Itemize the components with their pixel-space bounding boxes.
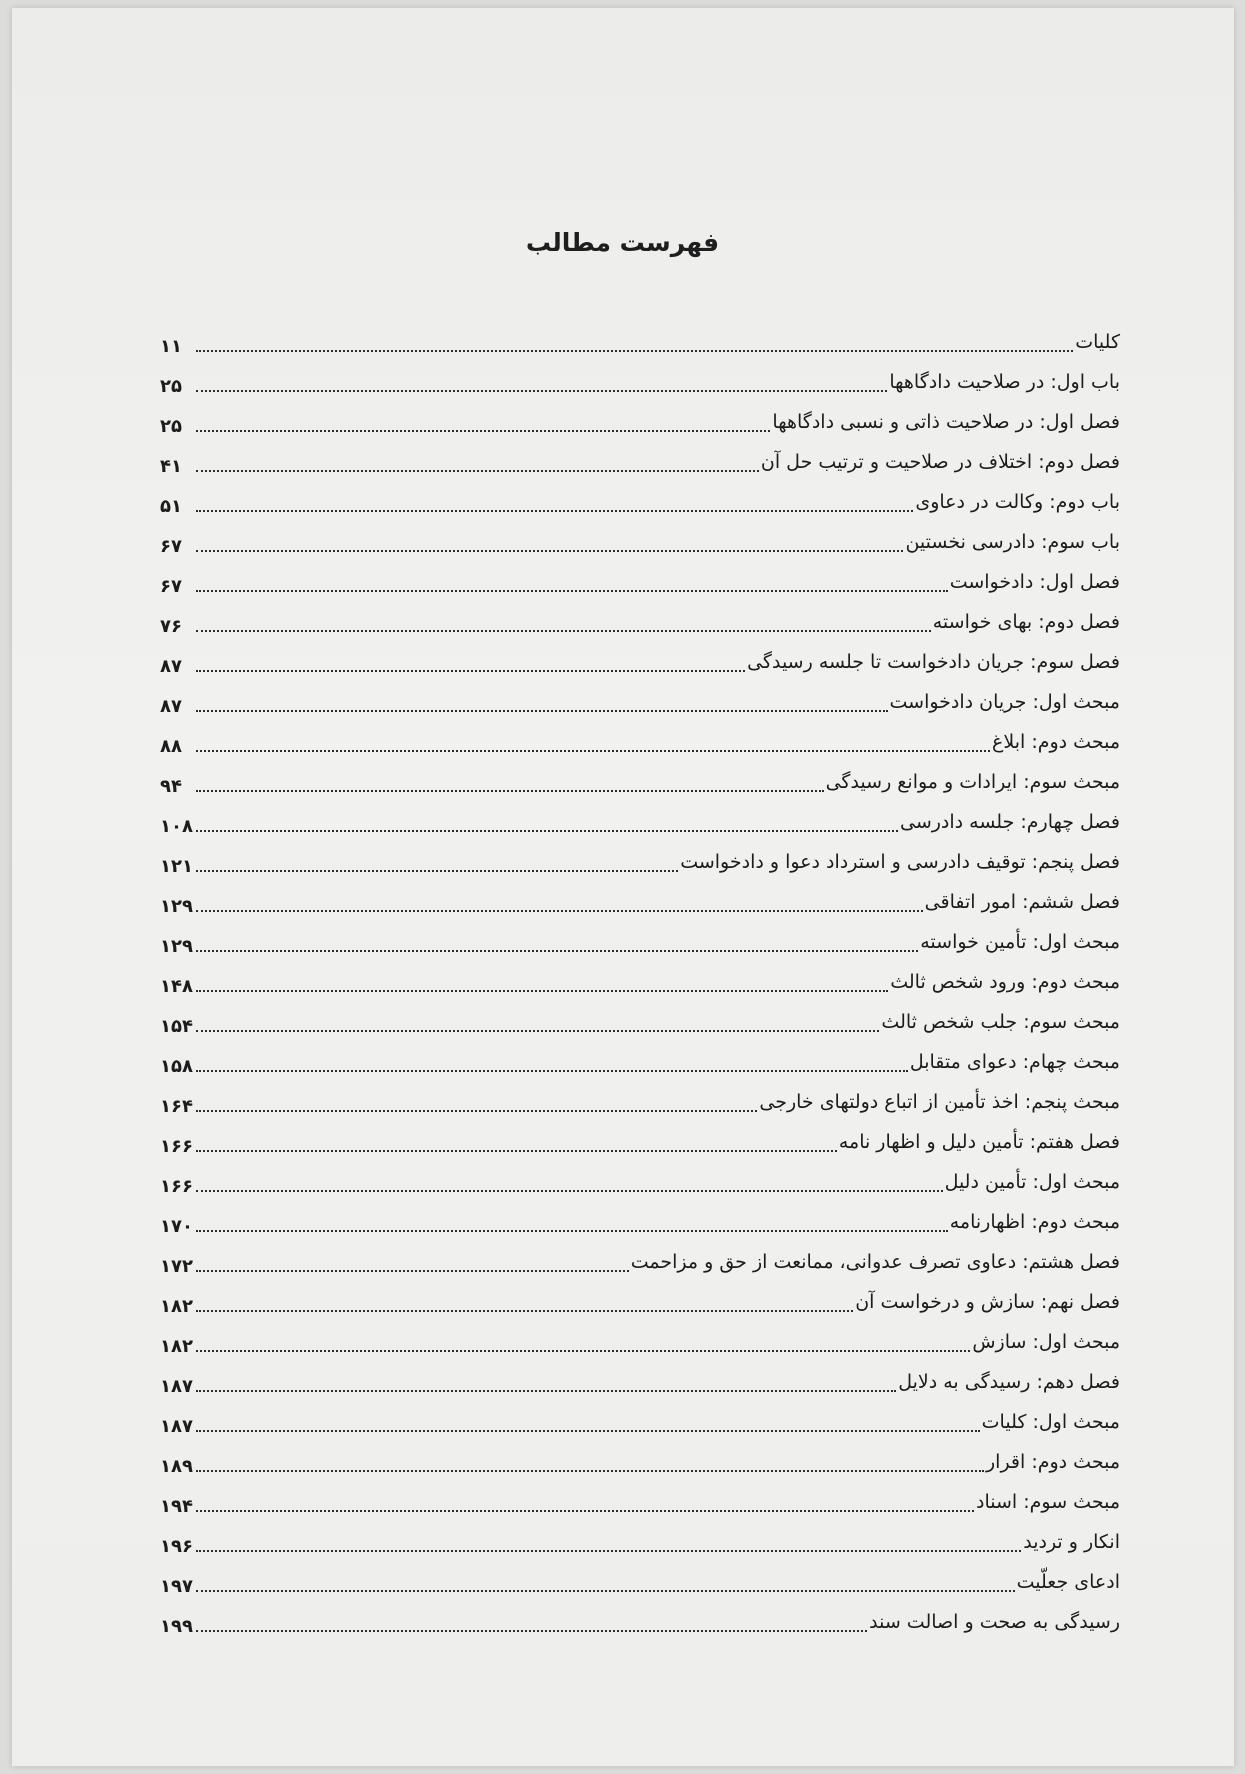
dot-leader (196, 1229, 948, 1232)
dot-leader (196, 1309, 853, 1312)
toc-entry (160, 1078, 1120, 1118)
toc-entry-title: مبحث پنجم: اخذ تأمین از اتباع دولتهای خارجی (759, 1091, 1120, 1113)
toc-entry (160, 1198, 1120, 1238)
toc-entry (160, 318, 1120, 358)
toc-entry-title: مبحث سوم: جلب شخص ثالث (881, 1011, 1120, 1033)
toc-entry-page-number: ۶۷ (160, 576, 182, 597)
dot-leader (196, 709, 888, 712)
toc-entry-title: فصل دوم: بهای خواسته (932, 611, 1120, 633)
toc-entry-page-number: ۶۷ (160, 536, 182, 557)
toc-entry-title: فصل دوم: اختلاف در صلاحیت و ترتیب حل آن (760, 451, 1120, 473)
toc-entry-page-number: ۷۶ (160, 616, 182, 637)
toc-entry (160, 438, 1120, 478)
dot-leader (196, 1509, 974, 1512)
toc-entry (160, 1318, 1120, 1358)
dot-leader (196, 989, 888, 992)
toc-entry-page-number: ۲۵ (160, 376, 182, 397)
toc-entry (160, 1038, 1120, 1078)
dot-leader (196, 749, 990, 752)
toc-entry-page-number: ۱۰۸ (160, 816, 193, 837)
toc-entry (160, 678, 1120, 718)
toc-entry-title: مبحث اول: تأمین دلیل (944, 1171, 1120, 1193)
toc-entry-page-number: ۱۶۶ (160, 1176, 193, 1197)
toc-entry-title: فصل هشتم: دعاوی تصرف عدوانی، ممانعت از حق و مزاحمت (630, 1251, 1120, 1273)
toc-entry-title: مبحث دوم: اقرار (985, 1451, 1120, 1473)
toc-entry (160, 1238, 1120, 1278)
toc-entry-title: مبحث دوم: ورود شخص ثالث (890, 971, 1120, 993)
toc-entry (160, 478, 1120, 518)
toc-entry-title: رسیدگی به صحت و اصالت سند (869, 1611, 1120, 1633)
table-of-contents (160, 318, 1120, 1638)
toc-entry (160, 798, 1120, 838)
dot-leader (196, 869, 678, 872)
dot-leader (196, 509, 913, 512)
toc-entry (160, 358, 1120, 398)
toc-entry-title: فصل پنجم: توقیف دادرسی و استرداد دعوا و دادخواست (680, 851, 1120, 873)
toc-entry-page-number: ۱۹۹ (160, 1616, 193, 1637)
toc-entry-title: فصل چهارم: جلسه دادرسی (899, 811, 1120, 833)
toc-entry-page-number: ۱۷۲ (160, 1256, 193, 1277)
toc-entry-title: فصل دهم: رسیدگی به دلایل (898, 1371, 1120, 1393)
toc-entry (160, 1158, 1120, 1198)
toc-entry-page-number: ۱۶۴ (160, 1096, 193, 1117)
toc-entry-page-number: ۱۸۲ (160, 1336, 193, 1357)
toc-entry (160, 558, 1120, 598)
toc-entry (160, 1118, 1120, 1158)
toc-entry-title: مبحث اول: جریان دادخواست (889, 691, 1120, 713)
toc-entry-page-number: ۱۵۸ (160, 1056, 193, 1077)
toc-entry-title: فصل هفتم: تأمین دلیل و اظهار نامه (838, 1131, 1120, 1153)
toc-entry (160, 918, 1120, 958)
toc-entry-page-number: ۱۷۰ (160, 1216, 193, 1237)
toc-entry-page-number: ۱۹۷ (160, 1576, 193, 1597)
toc-entry-title: مبحث اول: کلیات (981, 1411, 1120, 1433)
toc-entry-title: مبحث اول: تأمین خواسته (920, 931, 1120, 953)
dot-leader (196, 469, 759, 472)
toc-entry (160, 838, 1120, 878)
dot-leader (196, 669, 745, 672)
toc-entry-page-number: ۱۹۴ (160, 1496, 193, 1517)
toc-entry-title: فصل اول: دادخواست (949, 571, 1120, 593)
dot-leader (196, 1269, 629, 1272)
toc-entry-title: مبحث دوم: ابلاغ (992, 731, 1120, 753)
toc-entry-title: باب اول: در صلاحیت دادگاهها (889, 371, 1120, 393)
dot-leader (196, 829, 898, 832)
toc-entry-page-number: ۱۲۹ (160, 936, 193, 957)
toc-entry-title: کلیات (1075, 331, 1120, 353)
toc-entry (160, 1478, 1120, 1518)
toc-entry-page-number: ۸۸ (160, 736, 182, 757)
toc-entry-page-number: ۸۷ (160, 656, 182, 677)
toc-entry (160, 598, 1120, 638)
dot-leader (196, 1389, 896, 1392)
dot-leader (196, 589, 948, 592)
toc-entry-page-number: ۵۱ (160, 496, 182, 517)
dot-leader (196, 349, 1073, 352)
toc-entry-page-number: ۸۷ (160, 696, 182, 717)
dot-leader (196, 1069, 908, 1072)
toc-entry-page-number: ۱۶۶ (160, 1136, 193, 1157)
dot-leader (196, 629, 931, 632)
dot-leader (196, 1549, 1021, 1552)
toc-entry-page-number: ۹۴ (160, 776, 182, 797)
dot-leader (196, 389, 887, 392)
toc-entry-title: مبحث اول: سازش (972, 1331, 1120, 1353)
toc-entry-page-number: ۲۵ (160, 416, 182, 437)
dot-leader (196, 1469, 984, 1472)
toc-entry-page-number: ۱۸۲ (160, 1296, 193, 1317)
toc-entry (160, 398, 1120, 438)
toc-entry (160, 1558, 1120, 1598)
toc-entry-title: انکار و تردید (1023, 1531, 1120, 1553)
toc-entry (160, 758, 1120, 798)
toc-entry (160, 1518, 1120, 1558)
dot-leader (196, 429, 770, 432)
toc-entry-page-number: ۱۲۱ (160, 856, 193, 877)
dot-leader (196, 1189, 943, 1192)
dot-leader (196, 1109, 757, 1112)
toc-entry-page-number: ۱۱ (160, 336, 182, 357)
toc-entry-title: مبحث دوم: اظهارنامه (949, 1211, 1120, 1233)
toc-entry (160, 958, 1120, 998)
toc-entry (160, 638, 1120, 678)
toc-entry (160, 1598, 1120, 1638)
toc-entry (160, 1278, 1120, 1318)
toc-entry-page-number: ۱۵۴ (160, 1016, 193, 1037)
toc-entry-page-number: ۱۸۷ (160, 1416, 193, 1437)
toc-entry-page-number: ۱۸۹ (160, 1456, 193, 1477)
dot-leader (196, 949, 918, 952)
toc-entry-page-number: ۱۲۹ (160, 896, 193, 917)
toc-entry-title: مبحث سوم: اسناد (976, 1491, 1120, 1513)
toc-entry-page-number: ۴۱ (160, 456, 182, 477)
toc-entry-title: باب سوم: دادرسی نخستین (905, 531, 1120, 553)
toc-entry (160, 718, 1120, 758)
toc-entry (160, 878, 1120, 918)
toc-entry-title: فصل ششم: امور اتفاقی (924, 891, 1120, 913)
toc-entry (160, 1438, 1120, 1478)
dot-leader (196, 549, 903, 552)
toc-entry (160, 998, 1120, 1038)
dot-leader (196, 789, 824, 792)
dot-leader (196, 1429, 980, 1432)
page-title: فهرست مطالب (525, 228, 720, 257)
toc-entry-title: ادعای جعلّیت (1016, 1571, 1120, 1593)
toc-entry-title: مبحث سوم: ایرادات و موانع رسیدگی (825, 771, 1120, 793)
toc-entry-title: فصل سوم: جریان دادخواست تا جلسه رسیدگی (747, 651, 1120, 673)
toc-entry (160, 518, 1120, 558)
toc-entry-title: باب دوم: وکالت در دعاوی (915, 491, 1120, 513)
toc-entry-title: فصل نهم: سازش و درخواست آن (855, 1291, 1120, 1313)
dot-leader (196, 1349, 970, 1352)
dot-leader (196, 909, 923, 912)
toc-entry-page-number: ۱۸۷ (160, 1376, 193, 1397)
dot-leader (196, 1149, 837, 1152)
toc-entry-page-number: ۱۴۸ (160, 976, 193, 997)
dot-leader (196, 1029, 879, 1032)
toc-entry-title: مبحث چهام: دعوای متقابل (909, 1051, 1120, 1073)
dot-leader (196, 1589, 1015, 1592)
toc-entry (160, 1358, 1120, 1398)
toc-entry (160, 1398, 1120, 1438)
toc-entry-title: فصل اول: در صلاحیت ذاتی و نسبی دادگاهها (772, 411, 1120, 433)
dot-leader (196, 1629, 867, 1632)
toc-entry-page-number: ۱۹۶ (160, 1536, 193, 1557)
